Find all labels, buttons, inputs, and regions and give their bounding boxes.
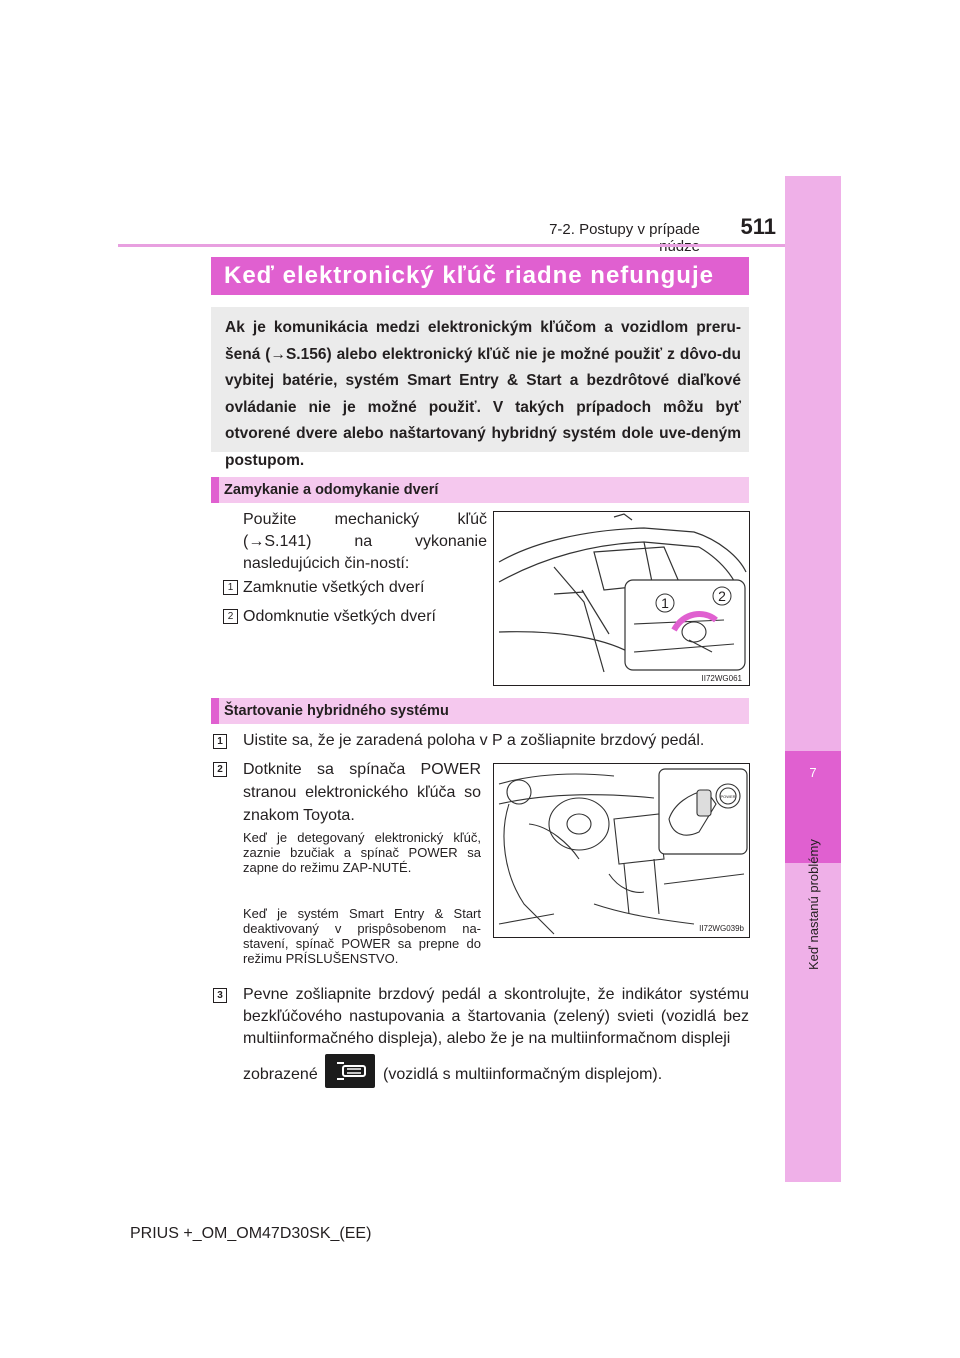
- item-lock-all: Zamknutie všetkých dverí: [243, 579, 425, 596]
- step-3-vehicles-with-display: (vozidlá s multiinformačným displejom).: [383, 1066, 663, 1083]
- step-number-3: 3: [213, 988, 227, 1003]
- header-section: 7-2. Postupy v prípade: [549, 221, 700, 238]
- dashboard-figure: [493, 763, 750, 938]
- car-door-figure: [493, 511, 750, 686]
- note-key-detected: Keď je detegovaný elektronický kľúč, zaznie bzučiak a spínač POWER sa zapne do režimu ZAP-NUTÉ.: [243, 830, 481, 875]
- callout-1: 1: [661, 595, 669, 611]
- step-2-text: Dotknite sa spínača POWER stranou elektronického kľúča so znakom Toyota.: [243, 761, 481, 824]
- note-smart-entry-disabled: Keď je systém Smart Entry & Start deaktivovaný v prispôsobenom na-stavení, spínač POWER sa prepne do režimu PRÍSLUŠENSTVO.: [243, 906, 481, 966]
- key-indicator-icon: [325, 1054, 375, 1088]
- locking-text: Použite mechanický kľúč (→S.141) na vykonanie nasledujúcich čin-ností:: [243, 511, 487, 572]
- callout-2: 2: [718, 588, 726, 604]
- item-number-1: 1: [223, 580, 238, 595]
- subheading-locking: Zamykanie a odomykanie dverí: [224, 482, 439, 498]
- page-title: Keď elektronický kľúč riadne nefunguje: [224, 262, 714, 289]
- page-number: 511: [740, 214, 776, 239]
- document-footer: PRIUS +_OM_OM47D30SK_(EE): [130, 1225, 372, 1242]
- step-3-text: Pevne zošliapnite brzdový pedál a skontrolujte, že indikátor systému bezkľúčového nastupovania a štartovania (zelený) svieti (vozidlá bez multiinformačného displeja), alebo že je na multiinformačnom displeji: [243, 986, 749, 1047]
- subheading-bar: [211, 698, 219, 724]
- power-button-label: POWER: [720, 794, 736, 799]
- item-unlock-all: Odomknutie všetkých dverí: [243, 608, 436, 625]
- intro-text: Ak je komunikácia medzi elektronickým kľúčom a vozidlom preru-šená (→S.156) alebo elektronický kľúč nie je možné použiť z dôvo-du vybitej batérie, systém Smart Entry & Start a bezdrôtové diaľkové ovládanie nie je možné použiť. V takých prípadoch môžu byť otvorené dvere alebo naštartovaný hybridný systém dole uve-deným postupom.: [225, 319, 741, 469]
- figure-code-2: II72WG039b: [699, 924, 744, 933]
- step-1-text: Uistite sa, že je zaradená poloha v P a zošliapnite brzdový pedál.: [243, 732, 705, 749]
- header-rule: [118, 244, 785, 247]
- chapter-title-vertical: Keď nastanú problémy: [806, 839, 821, 970]
- chapter-side-tab: [785, 176, 841, 1182]
- figure-code-1: II72WG061: [701, 674, 742, 683]
- dashboard-illustration: [494, 764, 749, 937]
- step-number-2: 2: [213, 762, 227, 777]
- step-3-displayed: zobrazené: [243, 1066, 318, 1083]
- step-number-1: 1: [213, 734, 227, 749]
- subheading-start-hybrid: Štartovanie hybridného systému: [224, 703, 449, 719]
- car-door-illustration: [494, 512, 749, 685]
- chapter-number: 7: [809, 765, 817, 780]
- item-number-2: 2: [223, 609, 238, 624]
- subheading-bar: [211, 477, 219, 503]
